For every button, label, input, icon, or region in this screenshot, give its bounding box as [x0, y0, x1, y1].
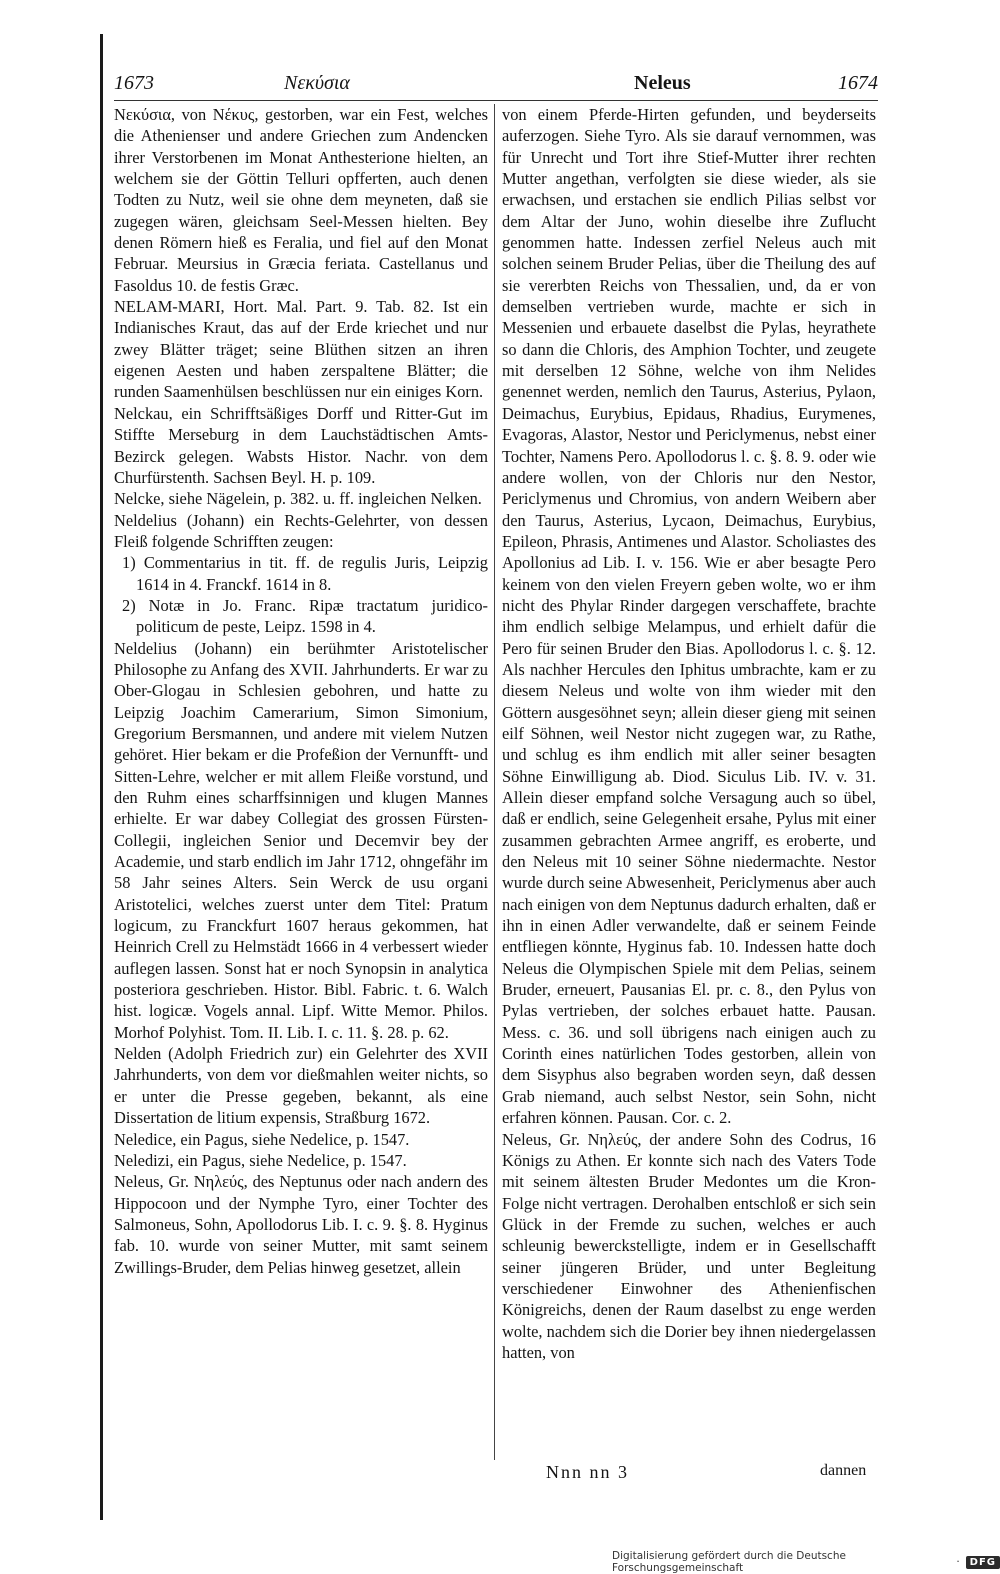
- running-head-left: Νεκύσια: [284, 72, 350, 94]
- dictionary-entry: Nelckau, ein Schrifftsäßiges Dorff und Ritter-Gut im Stiffte Merseburg in dem Lauchstädtischen Amts-Bezirck gelegen. Wabsts Histor. Nachr. von dem Churfürstenth. Sachsen Beyl. H. p. 109.: [114, 403, 488, 487]
- dictionary-entry: von einem Pferde-Hirten gefunden, und beyderseits auferzogen. Siehe Tyro. Als sie darauf vernommen, was für Unrecht und Tort ihre Stief-Mutter ihrer rechten Mutter angethan, verfolgten sie diese wieder, als sie erwachsen, und erstachen sie endlich Pilias selbst vor dem Altar der Juno, wohin dieselbe ihre Zuflucht genommen hatte. Indessen zerfiel Neleus auch mit solchen seinem Bruder Pelias, über die Theilung des auf sie vererbten Reichs von Thessalien, und, da er von demselben vertrieben wurde, machte er sich in Messenien und erbauete daselbst die Pylas, heyrathete so dann die Chloris, des Amphion Tochter, und zeugete mit derselben 12 Söhne, welche von ihm Nelides genennet werden, nemlich den Taurus, Asterius, Pylaon, Deimachus, Eurybius, Epidaus, Rhadius, Eurymenes, Evagoras, Alastor, Nestor und Periclymenus, nebst einer Tochter, Namens Pero. Apollodorus l. c. §. 8. 9. oder wie andere wollen, von der Chloris nur den Nestor, Periclymenus und Chromius, von andern Weibern aber den Taurus, Asterius, Lycaon, Deimachus, Eurybius, Epileon, Phrasis, Antimenes und Alastor. Scholiastes des Apollonius ad Lib. I. v. 156. Wie er aber besagte Pero keinem von den vielen Freyern geben wolte, wo er ihm nicht des Phylar Rinder dargegen verschaffete, brachte ihm endlich selbige Melampus, und erhielt dafür die Pero für seinen Bruder den Bias. Apollodorus l. c. §. 12. Als nachher Hercules den Iphitus umbrachte, kam er zu diesem Neleus und wolte von ihm wieder mit den Göttern ausgesöhnet seyn; allein dieser gieng mit seinen eilf Söhnen, weil Nestor nicht zugegen war, zu Rathe, und schlug es ihm endlich mit aller seiner besagten Söhne Einwilligung ab. Diod. Siculus Lib. IV. v. 31. Allein dieser empfand solche Versagung auch so übel, daß er endlich, seine Gelegenheit ersahe, Pylus mit einer zusammen gebrachten Armee angriff, es eroberte, und den Neleus mit 10 seiner Söhne niedermachte. Nestor wurde durch seine Abwesenheit, Periclymenus aber auch nach einigen von dem Neptunus dadurch erhalten, daß er ihn in einen Adler verwandelte, daß er seinem Feinde entfliegen könnte, Hyginus fab. 10. Indessen hatte doch Neleus die Olympischen Spiele mit dem Pelias, seinem Bruder, erneuert, Pausanias El. pr. c. 8., den Pylus von Pylas vertrieben, der solches erbauet hatte. Pausan. Mess. c. 36. und soll übrigens nach einigen auch zu Corinth eines natürlichen Todes gestorben, allein von dem Sisyphus also begraben worden seyn, daß dessen Grab niemand, auch selbst Nestor, sein Sohn, nicht erfahren können. Pausan. Cor. c. 2.: [502, 105, 876, 1128]
- dictionary-entry: Neledice, ein Pagus, siehe Nedelice, p. 1547.: [114, 1129, 410, 1149]
- dictionary-entry: Nelcke, siehe Nägelein, p. 382. u. ff. ingleichen Nelken.: [114, 489, 482, 509]
- catchword: dannen: [820, 1462, 867, 1479]
- dictionary-entry: Neleus, Gr. Νηλεύς, des Neptunus oder nach andern des Hippocoon und der Nymphe Tyro, einer Tochter des Salmoneus, Sohn, Apollodorus Lib. I. c. 9. §. 8. Hyginus fab. 10. wurde von seiner Mutter, mit samt seinem Zwillings-Bruder, dem Pelias hinweg gesetzet, allein: [114, 1172, 488, 1277]
- dictionary-entry: Neldelius (Johann) ein berühmter Aristotelischer Philosophe zu Anfang des XVII. Jahrhunderts. Er war zu Ober-Glogau in Schlesien gebohren, und hatte zu Leipzig Joachim Camerarium, Simon Simonium, Gregorium Bersmannen, und andere mit vielem Nutzen gehöret. Hier bekam er die Profeßion der Vernunfft- und Sitten-Lehre, welcher er mit allem Fleiße vorstund, und den Ruhm eines scharffsinnigen und klugen Mannes erhielte. Er war dabey Collegiat des grossen Fürsten-Collegii, ingleichen Senior und Decemvir bey der Academie, und starb endlich im Jahr 1712, ohngefähr im 58 Jahr seines Alters. Sein Werck de usu organi Aristotelici, welches zuerst unter dem Titel: Pratum logicum, zu Franckfurt 1607 heraus gekommen, hat Heinrich Crell zu Helmstädt 1666 in 4 verbessert wieder auflegen lassen. Sonst hat er noch Synopsin in analytica posteriora geschrieben. Histor. Bibl. Fabric. t. 6. Walch hist. logicæ. Vogels annal. Lipf. Witte Memor. Philos. Morhof Polyhist. Tom. II. Lib. I. c. 11. §. 28. p. 62.: [114, 638, 488, 1042]
- page-number-right: 1674: [838, 72, 878, 94]
- page-rule: [100, 34, 103, 1520]
- right-column: [502, 104, 876, 1450]
- page-number-left: 1673: [114, 72, 154, 94]
- dictionary-entry: Neldelius (Johann) ein Rechts-Gelehrter, von dessen Fleiß folgende Schrifften zeugen:: [114, 510, 488, 551]
- left-column: [114, 104, 488, 1450]
- dictionary-entry: Neledizi, ein Pagus, siehe Nedelice, p. 1547.: [114, 1150, 407, 1170]
- running-head-right: Neleus: [634, 72, 691, 94]
- page-header: [114, 70, 878, 101]
- dictionary-entry: NELAM-MARI, Hort. Mal. Part. 9. Tab. 82. Ist ein Indianisches Kraut, das auf der Erde kriechet und nur zwey Blätter träget; seine Blüthen sitzen an ihren eigenen Aesten und haben zerspaltene Blätter; die runden Saamenhülsen beschlüssen nur ein einiges Korn.: [114, 297, 488, 402]
- credit-text: Digitalisierung gefördert durch die Deutsche Forschungsgemeinschaft: [612, 1550, 846, 1574]
- signature-mark: Nnn nn 3: [546, 1462, 629, 1482]
- digitization-credit: Digitalisierung gefördert durch die Deutsche Forschungsgemeinschaft · DFG: [612, 1550, 1000, 1574]
- dictionary-entry: 2) Notæ in Jo. Franc. Ripæ tractatum juridico-politicum de peste, Leipz. 1598 in 4.: [122, 595, 488, 637]
- dfg-logo: DFG: [966, 1556, 1000, 1569]
- dictionary-entry: 1) Commentarius in tit. ff. de regulis Juris, Leipzig 1614 in 4. Franckf. 1614 in 8.: [122, 553, 488, 594]
- dictionary-entry: Nelden (Adolph Friedrich zur) ein Gelehrter des XVII Jahrhunderts, von dem vor dießmahlen weiter nichts, so er unter die Presse gegeben, bekannt, als eine Dissertation de litium expensis, Straßburg 1672.: [114, 1044, 488, 1128]
- dictionary-entry: Neleus, Gr. Νηλεύς, der andere Sohn des Codrus, 16 Königs zu Athen. Er konnte sich nach des Vaters Tode mit seinem ältesten Bruder Medontes um die Kron-Folge nicht vertragen. Derohalben entschloß er sich sein Glück in der Fremde zu suchen, welches er auch schleunig bewerckstelligte, indem er in Gesellschafft seiner jüngeren Brüder, und unter Begleitung verschiedener Einwohner des Athenienfischen Königreichs, denen der Raum daselbst zu enge werden wolte, nachdem sich die Dorier bey ihnen niedergelassen hatten, von: [502, 1129, 876, 1362]
- dictionary-entry: Νεκύσια, von Νέκυς, gestorben, war ein Fest, welches die Athenienser und andere Griechen zum Andencken ihrer Verstorbenen im Monat Anthesterione hielten, an welchem sie der Göttin Telluri opfferten, auch denen Todten zu Nutz, weil sie ohne dem meyneten, daß sie zugegen wären, gleichsam Seel-Messen hielten. Bey denen Römern hieß es Feralia, und fiel auf den Monat Februar. Meursius in Græcia feriata. Castellanus und Fasoldus 10. de festis Græc.: [114, 105, 488, 295]
- column-divider: [494, 104, 495, 1460]
